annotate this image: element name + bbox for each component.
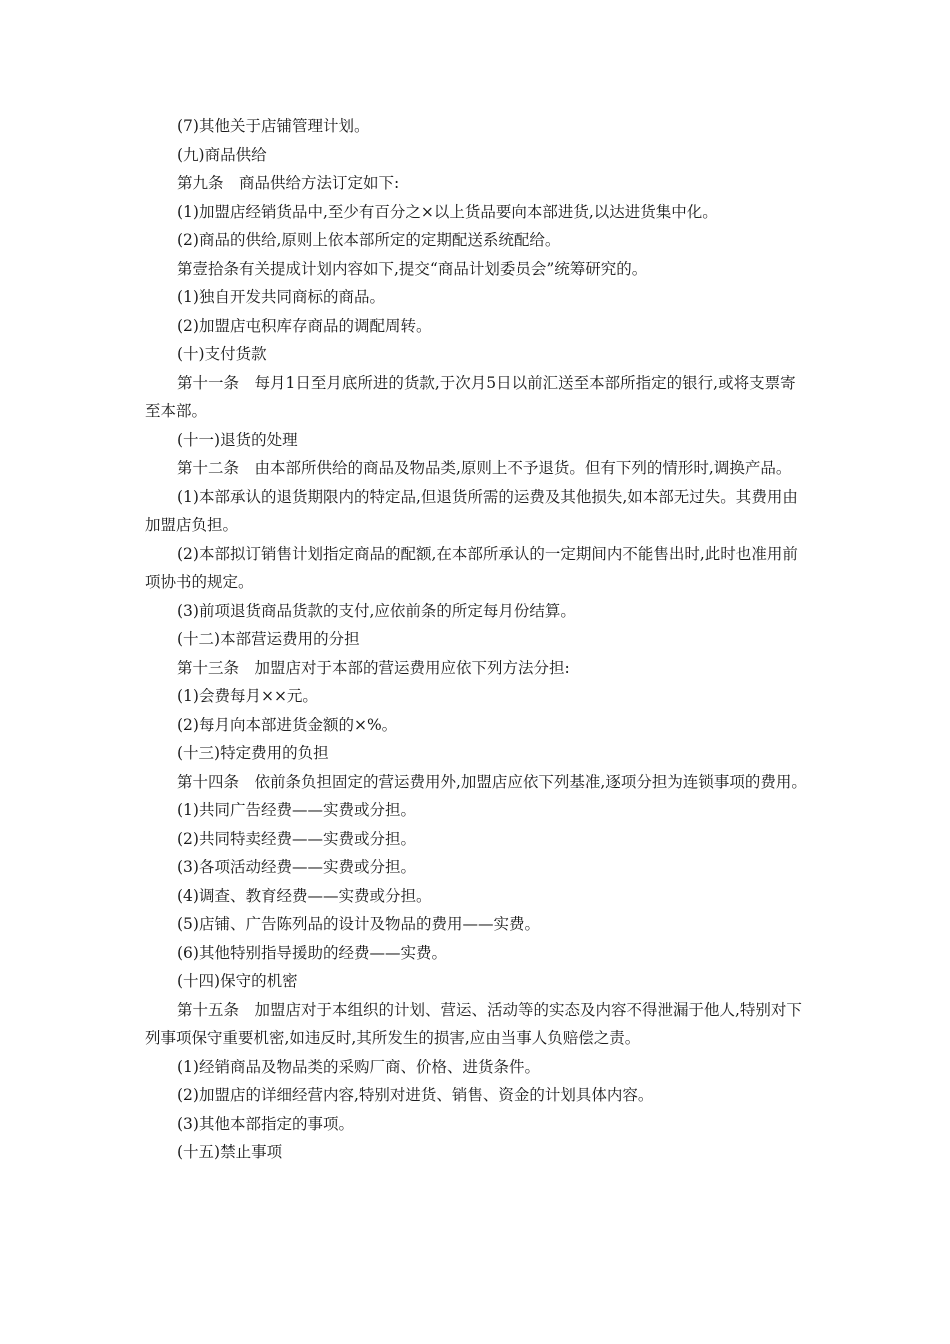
article-paragraph: 第九条 商品供给方法订定如下: xyxy=(177,174,400,192)
list-item: (3)其他本部指定的事项。 xyxy=(177,1114,354,1133)
article-paragraph: 第十五条 加盟店对于本组织的计划、营运、活动等的实态及内容不得泄漏于他人,特别对下列事项保守重要机密,如违反时,其所发生的损害,应由当事人负赔偿之责。 xyxy=(145,1000,802,1047)
list-item: (2)加盟店屯积库存商品的调配周转。 xyxy=(177,316,432,335)
list-item: (2)每月向本部进货金额的×%。 xyxy=(177,715,398,734)
list-item: (3)各项活动经费——实费或分担。 xyxy=(177,858,416,876)
section-heading: (九)商品供给 xyxy=(177,145,267,164)
section-heading: (十五)禁止事项 xyxy=(177,1143,283,1161)
list-item: (4)调查、教育经费——实费或分担。 xyxy=(177,886,432,905)
section-heading: (十二)本部营运费用的分担 xyxy=(177,630,360,648)
section-heading: (十一)退货的处理 xyxy=(177,430,298,449)
article-paragraph: 第壹拾条有关提成计划内容如下,提交“商品计划委员会”统筹研究的。 xyxy=(177,259,648,278)
article-paragraph: 第十二条 由本部所供给的商品及物品类,原则上不予退货。但有下列的情形时,调换产品。 xyxy=(177,459,792,477)
section-heading: (十)支付货款 xyxy=(177,345,267,363)
list-item: (1)独自开发共同商标的商品。 xyxy=(177,288,385,306)
section-heading: (十四)保守的机密 xyxy=(177,972,298,990)
paragraph: (7)其他关于店铺管理计划。 xyxy=(177,117,370,135)
article-paragraph: 第十三条 加盟店对于本部的营运费用应依下列方法分担: xyxy=(177,658,570,677)
list-item: (1)本部承认的退货期限内的特定品,但退货所需的运费及其他损失,如本部无过失。其费用由加盟店负担。 xyxy=(145,487,798,534)
article-paragraph: 第十四条 依前条负担固定的营运费用外,加盟店应依下列基准,逐项分担为连锁事项的费用。 xyxy=(177,772,807,791)
list-item: (2)本部拟订销售计划指定商品的配额,在本部所承认的一定期间内不能售出时,此时也准用前项协书的规定。 xyxy=(145,544,798,591)
list-item: (1)经销商品及物品类的采购厂商、价格、进货条件。 xyxy=(177,1057,540,1076)
article-paragraph: 第十一条 每月1日至月底所进的货款,于次月5日以前汇送至本部所指定的银行,或将支票寄至本部。 xyxy=(145,373,796,420)
document-body xyxy=(145,112,810,1167)
section-heading: (十三)特定费用的负担 xyxy=(177,744,329,762)
list-item: (2)共同特卖经费——实费或分担。 xyxy=(177,829,416,848)
list-item: (1)会费每月××元。 xyxy=(177,687,318,705)
list-item: (1)加盟店经销货品中,至少有百分之×以上货品要向本部进货,以达进货集中化。 xyxy=(177,202,718,221)
list-item: (2)加盟店的详细经营内容,特别对进货、销售、资金的计划具体内容。 xyxy=(177,1086,654,1104)
list-item: (3)前项退货商品货款的支付,应依前条的所定每月份结算。 xyxy=(177,601,576,620)
list-item: (6)其他特别指导援助的经费——实费。 xyxy=(177,943,447,962)
list-item: (5)店铺、广告陈列品的设计及物品的费用——实费。 xyxy=(177,915,540,933)
list-item: (2)商品的供给,原则上依本部所定的定期配送系统配给。 xyxy=(177,231,561,249)
list-item: (1)共同广告经费——实费或分担。 xyxy=(177,801,416,819)
